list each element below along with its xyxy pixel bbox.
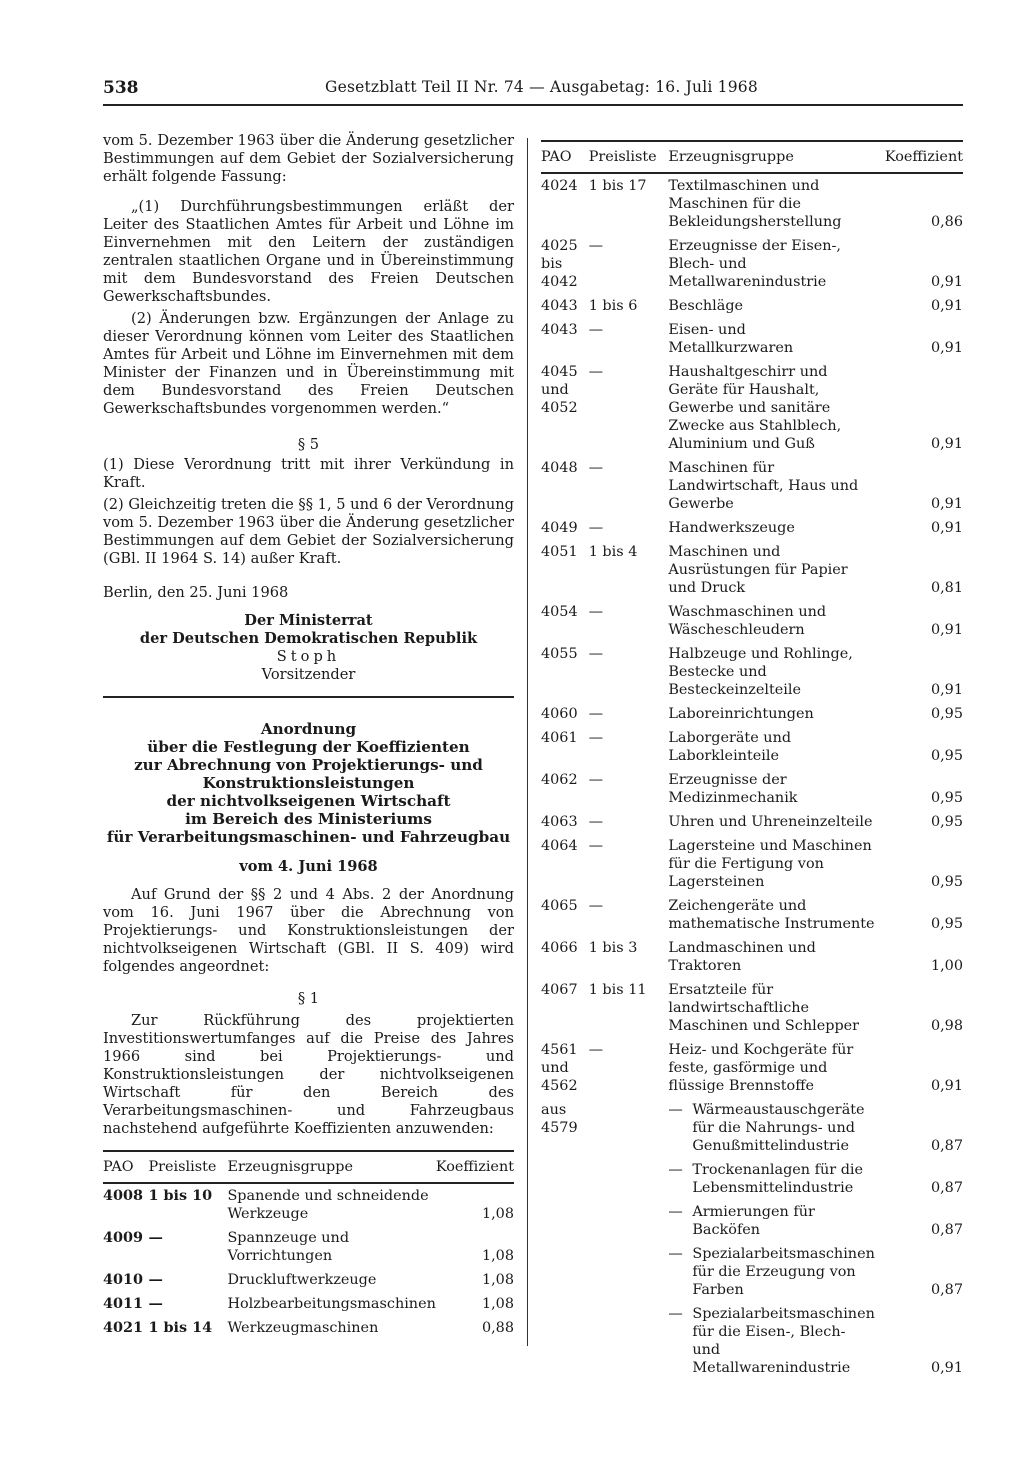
title-line: Anordnung bbox=[260, 720, 357, 738]
coefficient-table-right bbox=[541, 140, 963, 1380]
place-date: Berlin, den 25. Juni 1968 bbox=[103, 584, 289, 601]
cell-group: Waschmaschinen und Wäscheschleudern bbox=[668, 604, 827, 638]
table-row bbox=[541, 600, 963, 642]
cell-preisliste: 1 bis 11 bbox=[588, 982, 647, 998]
cell-preisliste: 1 bis 3 bbox=[588, 940, 638, 956]
cell-group: Beschläge bbox=[668, 298, 744, 314]
sub-item bbox=[668, 1161, 875, 1197]
col-header-pao: PAO bbox=[103, 1151, 148, 1183]
column-rule bbox=[527, 138, 528, 1346]
title-line: Konstruktionsleistungen bbox=[202, 774, 415, 792]
section-1-paragraph: Zur Rückführung des projektierten Investitionswertumfanges auf die Preise des Jahres 1966 sind bei Projektierungs- und Konstruktionsleistungen der nichtvolkseigenen Wirtschaft für den Bereich des Verarbeitungsmaschinen- und Fahrzeugbaus nachstehend aufgeführte Koeffizienten anzuwenden: bbox=[103, 1012, 514, 1137]
cell-group bbox=[668, 1158, 885, 1200]
cell-group: Ersatzteile für landwirtschaftliche Maschinen und Schlepper bbox=[668, 982, 860, 1034]
cell-group bbox=[668, 1302, 885, 1380]
cell-group: Druckluftwerkzeuge bbox=[227, 1272, 377, 1288]
cell-coef: 0,86 bbox=[930, 214, 963, 230]
cell-coef: 1,08 bbox=[481, 1248, 514, 1264]
cell-coef: 0,88 bbox=[481, 1320, 514, 1336]
cell-group: Lagersteine und Maschinen für die Fertigung von Lagersteinen bbox=[668, 838, 872, 890]
dash-marker: — bbox=[668, 1306, 683, 1322]
cell-coef: 0,95 bbox=[930, 814, 963, 830]
cell-coef: 0,91 bbox=[930, 622, 963, 638]
cell-coef: 0,91 bbox=[930, 520, 963, 536]
table-row bbox=[541, 516, 963, 540]
title-line: im Bereich des Ministeriums bbox=[185, 810, 432, 828]
page-header bbox=[103, 78, 963, 102]
cell-coef: 0,95 bbox=[930, 916, 963, 932]
cell-preisliste: — bbox=[148, 1295, 163, 1312]
signature-org-1: Der Ministerrat bbox=[244, 612, 373, 629]
table-sub-row bbox=[541, 1098, 963, 1158]
table-row bbox=[541, 234, 963, 294]
cell-pao: 4021 bbox=[103, 1319, 144, 1336]
table-sub-row bbox=[541, 1302, 963, 1380]
col-header-koeffizient: Koeffizient bbox=[436, 1151, 514, 1183]
cell-pao bbox=[541, 1200, 589, 1242]
cell-pao: 4049 bbox=[541, 520, 578, 536]
cell-coef: 0,91 bbox=[930, 496, 963, 512]
cell-preisliste: — bbox=[588, 706, 604, 722]
cell-group: Handwerkszeuge bbox=[668, 520, 795, 536]
cell-group: Laboreinrichtungen bbox=[668, 706, 814, 722]
cell-pao: 4062 bbox=[541, 772, 578, 788]
cell-group: Landmaschinen und Traktoren bbox=[668, 940, 816, 974]
cell-coef: 0,91 bbox=[930, 1078, 963, 1094]
cell-pao: 4045 und 4052 bbox=[541, 364, 578, 416]
cell-pao: 4063 bbox=[541, 814, 578, 830]
cell-preisliste: — bbox=[148, 1271, 163, 1288]
table-header-row bbox=[541, 141, 963, 173]
cell-coef: 0,87 bbox=[930, 1138, 963, 1154]
title-line: zur Abrechnung von Projektierungs- und bbox=[134, 756, 483, 774]
cell-pao: 4067 bbox=[541, 982, 578, 998]
cell-group: Textilmaschinen und Maschinen für die Bekleidungsherstellung bbox=[668, 178, 842, 230]
cell-coef: 0,87 bbox=[930, 1180, 963, 1196]
col-header-preisliste: Preisliste bbox=[589, 141, 669, 173]
table-row bbox=[103, 1268, 514, 1292]
cell-group: Uhren und Uhreneinzelteile bbox=[668, 814, 873, 830]
cell-preisliste: — bbox=[588, 814, 604, 830]
cell-pao: 4060 bbox=[541, 706, 578, 722]
table-row bbox=[541, 642, 963, 702]
signature-block bbox=[103, 612, 514, 684]
cell-coef: 0,87 bbox=[930, 1222, 963, 1238]
cell-preisliste bbox=[589, 1242, 669, 1302]
cell-pao bbox=[541, 1242, 589, 1302]
header-rule bbox=[103, 104, 963, 106]
table-row bbox=[541, 978, 963, 1038]
left-column bbox=[103, 132, 514, 1340]
cell-preisliste: — bbox=[588, 604, 604, 620]
cell-pao: 4066 bbox=[541, 940, 578, 956]
cell-group: Spannzeuge und Vorrichtungen bbox=[227, 1230, 350, 1264]
cell-coef: 0,91 bbox=[930, 274, 963, 290]
cell-preisliste bbox=[589, 1200, 669, 1242]
quote-paragraph-2: (2) Änderungen bzw. Ergänzungen der Anlage zu dieser Verordnung können vom Leiter des Staatlichen Amtes für Arbeit und Löhne im Einvernehmen mit dem Minister der Finanzen und in Übereinstimmung mit dem Bundesvorstand des Freien Deutschen Gewerkschaftsbundes vorgenommen werden.“ bbox=[103, 310, 514, 417]
cell-group bbox=[668, 1242, 885, 1302]
table-row bbox=[541, 360, 963, 456]
table-row bbox=[541, 936, 963, 978]
cell-preisliste: — bbox=[588, 364, 604, 380]
cell-coef: 1,08 bbox=[481, 1296, 514, 1312]
right-column bbox=[541, 140, 963, 1380]
section-5-heading: § 5 bbox=[297, 436, 320, 453]
cell-preisliste: — bbox=[588, 1042, 604, 1058]
cell-pao: 4010 bbox=[103, 1271, 144, 1288]
quote-paragraph-1: „(1) Durchführungsbestimmungen erläßt der Leiter des Staatlichen Amtes für Arbeit und Löhne im Einvernehmen mit den Leitern der zuständigen zentralen staatlichen Organe und in Übereinstimmung mit dem Bundesvorstand des Freien Deutschen Gewerkschaftsbundes. bbox=[103, 198, 514, 305]
cell-coef: 0,95 bbox=[930, 748, 963, 764]
cell-group: Spanende und schneidende Werkzeuge bbox=[227, 1188, 429, 1222]
intro-paragraph: vom 5. Dezember 1963 über die Änderung gesetzlicher Bestimmungen auf dem Gebiet der Sozialversicherung erhält folgende Fassung: bbox=[103, 132, 514, 185]
cell-pao: 4061 bbox=[541, 730, 578, 746]
sub-item bbox=[668, 1305, 875, 1377]
table-row bbox=[103, 1183, 514, 1226]
cell-group: Zeichengeräte und mathematische Instrumente bbox=[668, 898, 875, 932]
cell-coef: 0,98 bbox=[930, 1018, 963, 1034]
cell-preisliste: 1 bis 4 bbox=[588, 544, 638, 560]
col-header-preisliste: Preisliste bbox=[148, 1151, 227, 1183]
table-row bbox=[103, 1226, 514, 1268]
table-sub-row bbox=[541, 1242, 963, 1302]
cell-preisliste: — bbox=[588, 898, 604, 914]
table-sub-row bbox=[541, 1158, 963, 1200]
sub-item-label: Wärmeaustauschgeräte für die Nahrungs- und Genußmittelindustrie bbox=[692, 1102, 865, 1154]
table-row bbox=[541, 810, 963, 834]
cell-group: Werkzeugmaschinen bbox=[227, 1320, 379, 1336]
sub-item-label: Trockenanlagen für die Lebensmittelindustrie bbox=[692, 1162, 864, 1196]
cell-pao: aus 4579 bbox=[541, 1102, 578, 1136]
cell-pao: 4011 bbox=[103, 1295, 144, 1312]
cell-pao: 4064 bbox=[541, 838, 578, 854]
cell-coef: 0,95 bbox=[930, 706, 963, 722]
cell-group: Erzeugnisse der Eisen-, Blech- und Metallwarenindustrie bbox=[668, 238, 841, 290]
sub-item-label: Spezialarbeitsmaschinen für die Eisen-, Blech- und Metallwarenindustrie bbox=[692, 1306, 875, 1376]
col-header-erzeugnisgruppe: Erzeugnisgruppe bbox=[668, 141, 885, 173]
cell-pao: 4054 bbox=[541, 604, 578, 620]
table-row bbox=[541, 1038, 963, 1098]
cell-pao: 4043 bbox=[541, 298, 578, 314]
title-line: der nichtvolkseigenen Wirtschaft bbox=[166, 792, 451, 810]
cell-pao bbox=[541, 1302, 589, 1380]
sub-item-label: Armierungen für Backöfen bbox=[692, 1204, 815, 1238]
cell-preisliste bbox=[589, 1302, 669, 1380]
preamble-paragraph: Auf Grund der §§ 2 und 4 Abs. 2 der Anordnung vom 16. Juni 1967 über die Abrechnung von Projektierungs- und Konstruktionsleistungen der nichtvolkseigenen Wirtschaft (GBl. II S. 409) wird folgendes angeordnet: bbox=[103, 886, 514, 975]
table-sub-row bbox=[541, 1200, 963, 1242]
cell-coef: 0,91 bbox=[930, 682, 963, 698]
cell-pao: 4561 und 4562 bbox=[541, 1042, 578, 1094]
coefficient-table-left bbox=[103, 1150, 514, 1340]
anordnung-date: vom 4. Juni 1968 bbox=[239, 858, 378, 875]
cell-preisliste: — bbox=[588, 520, 604, 536]
title-line: für Verarbeitungsmaschinen- und Fahrzeugbau bbox=[106, 828, 511, 846]
signature-name: Stoph bbox=[276, 648, 341, 665]
cell-coef: 1,08 bbox=[481, 1272, 514, 1288]
cell-group: Laborgeräte und Laborkleinteile bbox=[668, 730, 792, 764]
header-title: Gesetzblatt Teil II Nr. 74 — Ausgabetag: 16. Juli 1968 bbox=[325, 78, 758, 96]
table-row bbox=[541, 726, 963, 768]
cell-pao: 4025 bis 4042 bbox=[541, 238, 578, 290]
cell-group: Maschinen für Landwirtschaft, Haus und Gewerbe bbox=[668, 460, 859, 512]
cell-preisliste: 1 bis 6 bbox=[588, 298, 638, 314]
cell-group: Maschinen und Ausrüstungen für Papier und Druck bbox=[668, 544, 848, 596]
cell-preisliste: 1 bis 14 bbox=[148, 1319, 213, 1336]
anordnung-title bbox=[103, 720, 514, 846]
col-header-koeffizient: Koeffizient bbox=[885, 141, 963, 173]
cell-coef: 1,08 bbox=[481, 1206, 514, 1222]
table-row bbox=[541, 294, 963, 318]
cell-preisliste: — bbox=[588, 460, 604, 476]
cell-preisliste: — bbox=[588, 730, 604, 746]
section-5-paragraph-1: (1) Diese Verordnung tritt mit ihrer Verkündung in Kraft. bbox=[103, 456, 514, 491]
table-row bbox=[103, 1292, 514, 1316]
sub-item-label: Spezialarbeitsmaschinen für die Erzeugung von Farben bbox=[692, 1246, 875, 1298]
cell-group bbox=[668, 1098, 885, 1158]
cell-group bbox=[668, 1200, 885, 1242]
table-row bbox=[541, 768, 963, 810]
table-row bbox=[541, 702, 963, 726]
section-1-heading: § 1 bbox=[297, 990, 320, 1007]
dash-marker: — bbox=[668, 1246, 683, 1262]
cell-preisliste bbox=[589, 1098, 669, 1158]
cell-coef: 0,81 bbox=[930, 580, 963, 596]
title-line: über die Festlegung der Koeffizienten bbox=[147, 738, 470, 756]
cell-preisliste: — bbox=[588, 838, 604, 854]
cell-preisliste: — bbox=[588, 238, 604, 254]
cell-group: Holzbearbeitungsmaschinen bbox=[227, 1296, 436, 1312]
section-5-paragraph-2: (2) Gleichzeitig treten die §§ 1, 5 und 6 der Verordnung vom 5. Dezember 1963 über die Änderung gesetzlicher Bestimmungen auf dem Gebiet der Sozialversicherung (GBl. II 1964 S. 14) außer Kraft. bbox=[103, 496, 514, 567]
col-header-pao: PAO bbox=[541, 141, 589, 173]
cell-preisliste: 1 bis 17 bbox=[588, 178, 647, 194]
cell-group: Haushaltgeschirr und Geräte für Haushalt, Gewerbe und sanitäre Zwecke aus Stahlblech, Aluminium und Guß bbox=[668, 364, 842, 452]
table-row bbox=[541, 456, 963, 516]
cell-preisliste: — bbox=[588, 322, 604, 338]
cell-preisliste bbox=[589, 1158, 669, 1200]
cell-coef: 0,95 bbox=[930, 790, 963, 806]
cell-pao: 4051 bbox=[541, 544, 578, 560]
section-divider bbox=[103, 696, 514, 698]
cell-coef: 0,95 bbox=[930, 874, 963, 890]
signature-role: Vorsitzender bbox=[261, 666, 356, 683]
dash-marker: — bbox=[668, 1162, 683, 1178]
cell-pao: 4009 bbox=[103, 1229, 144, 1246]
table-row bbox=[541, 173, 963, 234]
cell-group: Halbzeuge und Rohlinge, Bestecke und Besteckeinzelteile bbox=[668, 646, 853, 698]
cell-pao: 4055 bbox=[541, 646, 578, 662]
page-number: 538 bbox=[103, 78, 139, 98]
dash-marker: — bbox=[668, 1204, 683, 1220]
table-row bbox=[541, 834, 963, 894]
cell-pao: 4008 bbox=[103, 1187, 144, 1204]
cell-pao: 4024 bbox=[541, 178, 578, 194]
col-header-erzeugnisgruppe: Erzeugnisgruppe bbox=[227, 1151, 435, 1183]
signature-org-2: der Deutschen Demokratischen Republik bbox=[139, 630, 478, 647]
cell-pao: 4065 bbox=[541, 898, 578, 914]
cell-pao: 4048 bbox=[541, 460, 578, 476]
cell-preisliste: 1 bis 10 bbox=[148, 1187, 213, 1204]
cell-coef: 0,91 bbox=[930, 436, 963, 452]
sub-item bbox=[668, 1245, 875, 1299]
table-header-row bbox=[103, 1151, 514, 1183]
cell-coef: 0,87 bbox=[930, 1282, 963, 1298]
cell-pao bbox=[541, 1158, 589, 1200]
table-row bbox=[541, 318, 963, 360]
cell-pao: 4043 bbox=[541, 322, 578, 338]
cell-group: Eisen- und Metallkurzwaren bbox=[668, 322, 794, 356]
cell-group: Heiz- und Kochgeräte für feste, gasförmige und flüssige Brennstoffe bbox=[668, 1042, 854, 1094]
dash-marker: — bbox=[668, 1102, 683, 1118]
cell-preisliste: — bbox=[588, 772, 604, 788]
cell-group: Erzeugnisse der Medizinmechanik bbox=[668, 772, 798, 806]
sub-item bbox=[668, 1101, 875, 1155]
table-row bbox=[541, 540, 963, 600]
cell-coef: 0,91 bbox=[930, 298, 963, 314]
cell-coef: 1,00 bbox=[930, 958, 963, 974]
table-row bbox=[103, 1316, 514, 1340]
cell-coef: 0,91 bbox=[930, 1360, 963, 1376]
table-row bbox=[541, 894, 963, 936]
cell-preisliste: — bbox=[148, 1229, 163, 1246]
sub-item bbox=[668, 1203, 875, 1239]
right-table-body bbox=[541, 173, 963, 1380]
cell-coef: 0,91 bbox=[930, 340, 963, 356]
cell-preisliste: — bbox=[588, 646, 604, 662]
